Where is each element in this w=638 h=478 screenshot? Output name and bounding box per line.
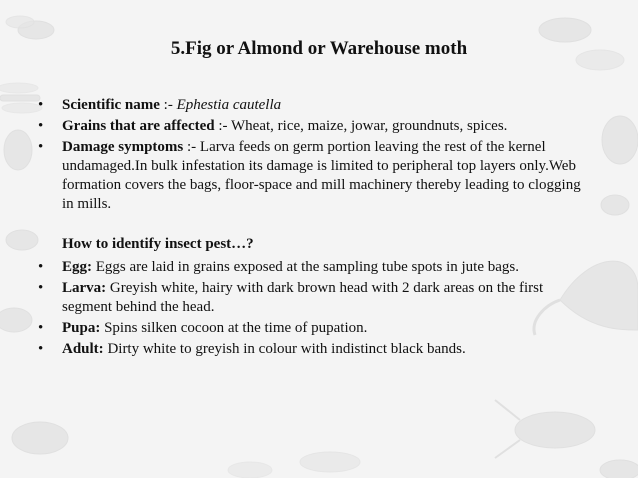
grains-affected-value: Wheat, rice, maize, jowar, groundnuts, spices.: [231, 118, 508, 134]
bullet-damage-symptoms: [34, 138, 594, 214]
grains-affected-label: Grains that are affected: [62, 118, 215, 134]
separator: :-: [183, 139, 200, 155]
bullet-marker: •: [38, 341, 44, 357]
larva-label: Larva:: [62, 280, 107, 296]
slide-content: [34, 96, 594, 361]
separator: :-: [159, 97, 177, 113]
bullet-grains-affected: [34, 117, 594, 136]
separator: :-: [214, 118, 232, 134]
adult-text: Dirty white to greyish in colour with indistinct black bands.: [103, 341, 466, 357]
egg-text: Eggs are laid in grains exposed at the sampling tube spots in jute bags.: [92, 259, 520, 275]
slide-title: 5.Fig or Almond or Warehouse moth: [170, 38, 468, 59]
damage-symptoms-value: Larva feeds on germ portion leaving the rest of the kernel undamaged.In bulk infestation its damage is limited to peripheral top layers only.Web formation covers the bags, floor-space and mill machinery thereby leading to clogging in mills.: [62, 139, 581, 212]
pupa-label: Pupa:: [62, 320, 101, 336]
bullet-marker: •: [38, 259, 44, 275]
bullet-egg: [34, 258, 594, 277]
bullet-marker: •: [38, 320, 44, 336]
bullet-scientific-name: [34, 96, 594, 115]
bullet-marker: •: [38, 97, 44, 113]
adult-label: Adult:: [62, 341, 104, 357]
egg-label: Egg:: [62, 259, 92, 275]
bullet-larva: [34, 279, 594, 317]
bullet-pupa: [34, 319, 594, 338]
bullet-marker: •: [38, 118, 44, 134]
bullet-marker: •: [38, 280, 44, 296]
bullet-marker: •: [38, 139, 44, 155]
scientific-name-label: Scientific name: [62, 97, 160, 113]
scientific-name-value: Ephestia cautella: [176, 97, 282, 113]
damage-symptoms-label: Damage symptoms: [62, 139, 184, 155]
pupa-text: Spins silken cocoon at the time of pupation.: [100, 320, 368, 336]
bullet-adult: [34, 340, 594, 359]
larva-text: Greyish white, hairy with dark brown head with 2 dark areas on the first segment behind the head.: [62, 280, 544, 315]
identify-heading: How to identify insect pest…?: [62, 236, 254, 252]
